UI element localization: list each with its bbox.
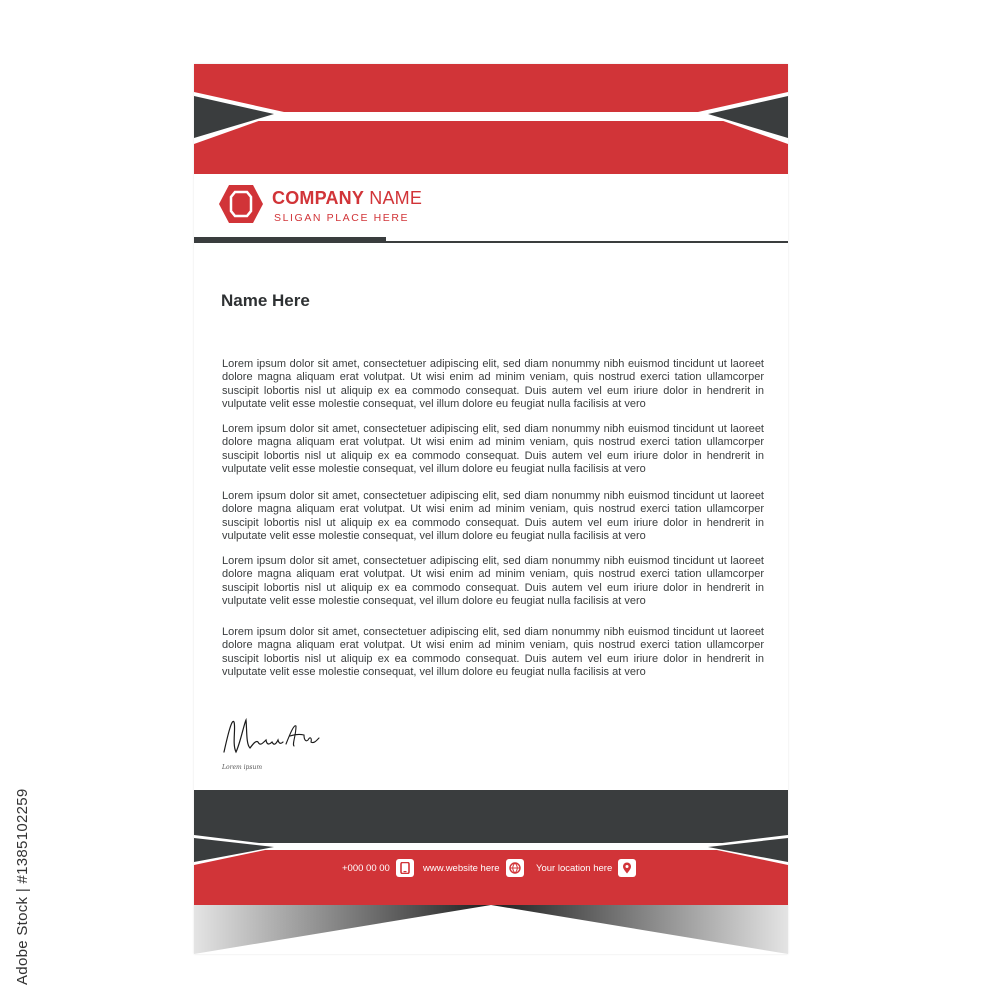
body-paragraph-3: Lorem ipsum dolor sit amet, consectetuer adipiscing elit, sed diam nonummy nibh euismod tincidunt ut laoreet dolore magna aliquam erat volutpat. Ut wisi enim ad minim veniam, quis nostrud exerci tation ullamcorper suscipit lobortis nisl ut aliquip ex ea commodo consequat. Duis autem vel eum iriure dolor in hendrerit in vulputate velit esse molestie consequat, vel illum dolore eu feugiat nulla facilisis at vero: [222, 490, 764, 542]
letterhead-page: [194, 64, 788, 954]
company-name-bold: COMPANY: [272, 188, 365, 208]
body-paragraph-1: Lorem ipsum dolor sit amet, consectetuer adipiscing elit, sed diam nonummy nibh euismod tincidunt ut laoreet dolore magna aliquam erat volutpat. Ut wisi enim ad minim veniam, quis nostrud exerci tation ullamcorper suscipit lobortis nisl ut aliquip ex ea commodo consequat. Duis autem vel eum iriure dolor in hendrerit in vulputate velit esse molestie consequat, vel illum dolore eu feugiat nulla facilisis at vero: [222, 358, 764, 410]
header-divider-thin: [386, 241, 788, 243]
body-paragraph-2: Lorem ipsum dolor sit amet, consectetuer adipiscing elit, sed diam nonummy nibh euismod tincidunt ut laoreet dolore magna aliquam erat volutpat. Ut wisi enim ad minim veniam, quis nostrud exerci tation ullamcorper suscipit lobortis nisl ut aliquip ex ea commodo consequat. Duis autem vel eum iriure dolor in hendrerit in vulputate velit esse molestie consequat, vel illum dolore eu feugiat nulla facilisis at vero: [222, 423, 764, 475]
company-name: [272, 188, 422, 209]
handwritten-signature: [220, 714, 320, 766]
body-paragraph-5: Lorem ipsum dolor sit amet, consectetuer adipiscing elit, sed diam nonummy nibh euismod tincidunt ut laoreet dolore magna aliquam erat volutpat. Ut wisi enim ad minim veniam, quis nostrud exerci tation ullamcorper suscipit lobortis nisl ut aliquip ex ea commodo consequat. Duis autem vel eum iriure dolor in hendrerit in vulputate velit esse molestie consequat, vel illum dolore eu feugiat nulla facilisis at vero: [222, 626, 764, 678]
contact-website: [423, 859, 524, 877]
globe-icon: [506, 859, 524, 877]
header-graphic: [194, 64, 788, 174]
phone-icon: [396, 859, 414, 877]
signature-caption: Lorem ipsum: [222, 764, 263, 771]
phone-text: +000 00 00: [342, 862, 390, 874]
hexagon-logo-icon: [218, 184, 264, 224]
location-text: Your location here: [536, 862, 613, 874]
location-pin-icon: [618, 859, 636, 877]
contact-location: [536, 859, 636, 877]
body-paragraph-4: Lorem ipsum dolor sit amet, consectetuer adipiscing elit, sed diam nonummy nibh euismod tincidunt ut laoreet dolore magna aliquam erat volutpat. Ut wisi enim ad minim veniam, quis nostrud exerci tation ullamcorper suscipit lobortis nisl ut aliquip ex ea commodo consequat. Duis autem vel eum iriure dolor in hendrerit in vulputate velit esse molestie consequat, vel illum dolore eu feugiat nulla facilisis at vero: [222, 555, 764, 607]
company-slogan: SLIGAN PLACE HERE: [274, 212, 410, 224]
recipient-name: Name Here: [221, 291, 310, 310]
website-text: www.website here: [423, 862, 500, 874]
company-name-light: NAME: [364, 188, 423, 208]
contact-phone: [342, 859, 414, 877]
stock-id-watermark: Adobe Stock | #1385102259: [14, 788, 31, 985]
header-divider-thick: [194, 237, 386, 243]
